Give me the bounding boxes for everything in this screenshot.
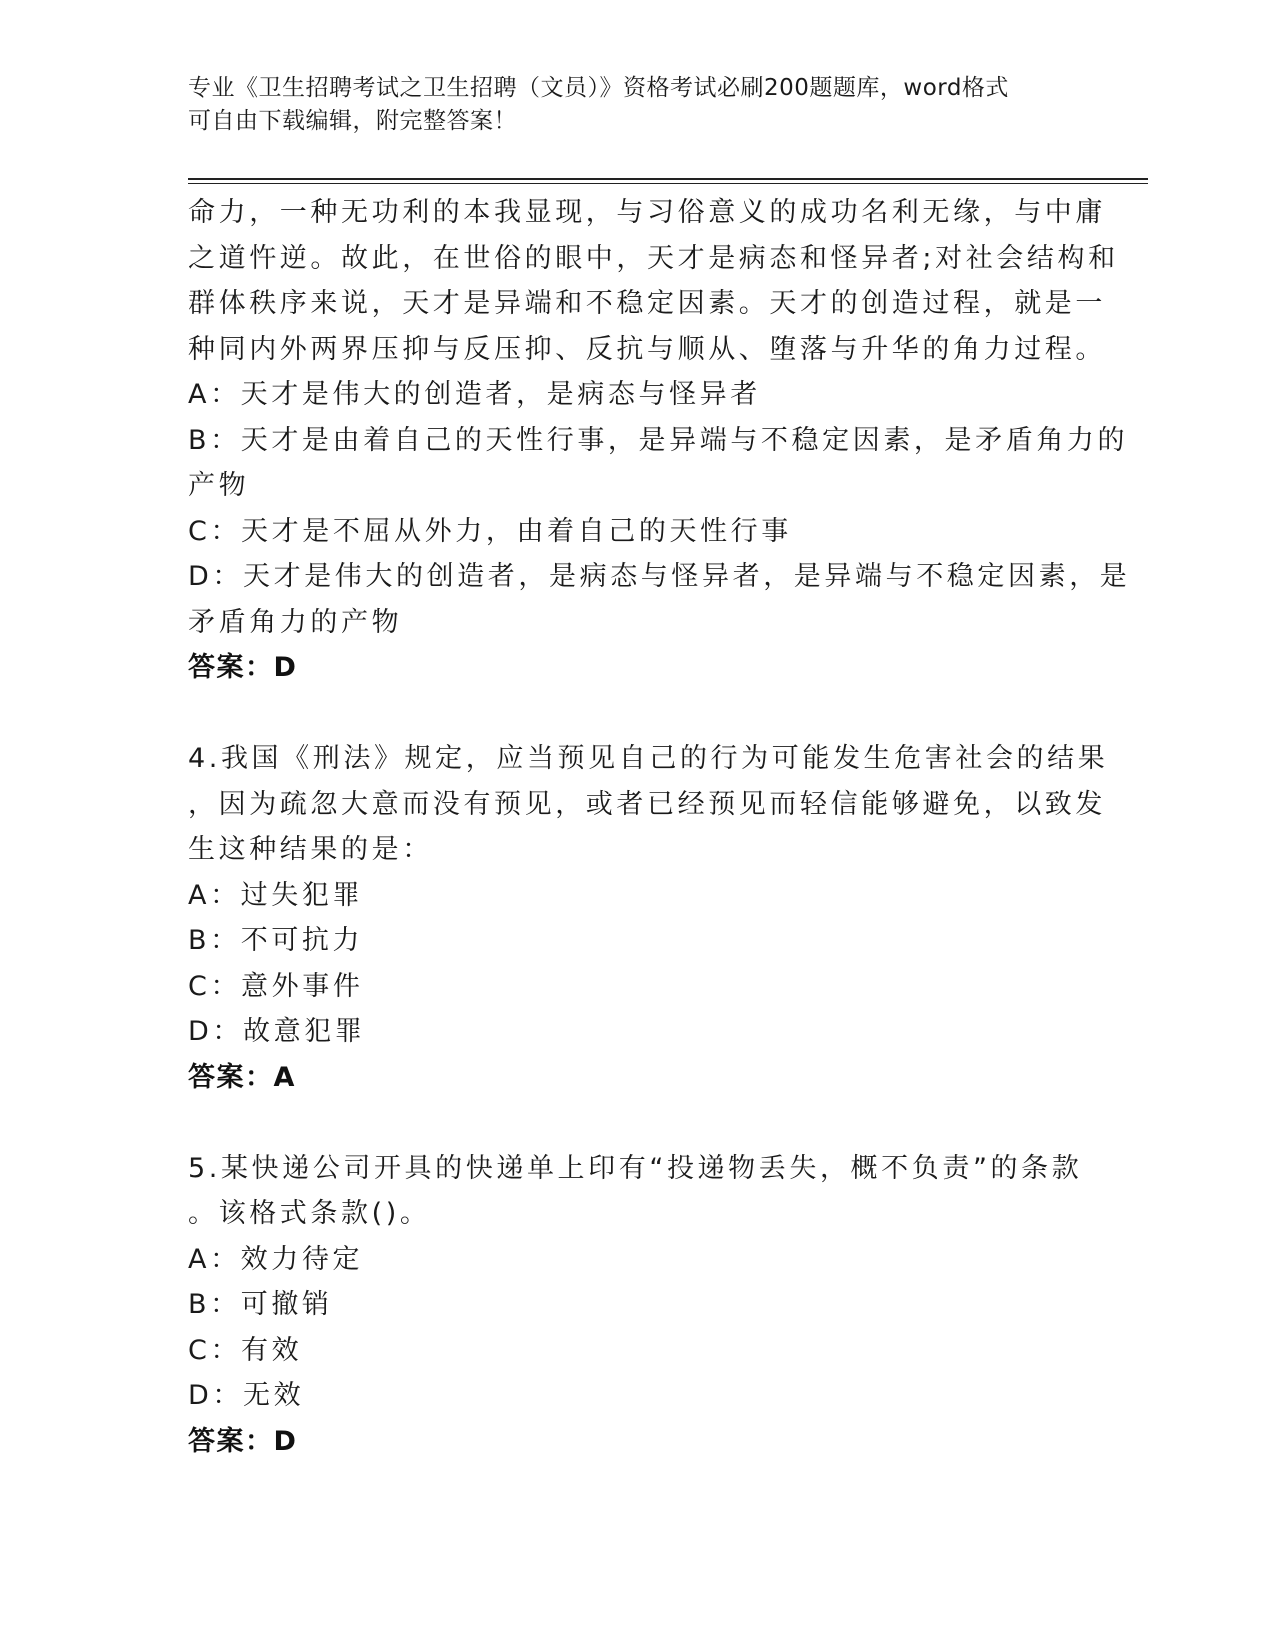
question-4-option-b: B：不可抗力: [188, 925, 364, 956]
question-4-option-d: D：故意犯罪: [188, 1016, 366, 1047]
document-header: [188, 72, 1088, 138]
question-4-option-c: C：意外事件: [188, 970, 364, 1002]
question-4-stem-line: 生这种结果的是：: [188, 834, 433, 865]
question-3: [188, 190, 1131, 691]
question-5-option-a: A：效力待定: [188, 1243, 364, 1275]
spacer: [188, 1100, 1088, 1146]
question-4-stem-line: 4.我国《刑法》规定，应当预见自己的行为可能发生危害社会的结果: [188, 743, 1109, 774]
question-5-stem-line: 。该格式条款()。: [188, 1198, 431, 1229]
question-5-option-d: D：无效: [188, 1380, 305, 1411]
question-3-stem-line: 种同内外两界压抑与反压抑、反抗与顺从、堕落与升华的角力过程。: [188, 333, 1106, 365]
question-4-answer: 答案：A: [188, 1061, 296, 1093]
header-divider-thick: [188, 178, 1148, 180]
header-title-line-1: 专业《卫生招聘考试之卫生招聘（文员）》资格考试必刷200题题库，word格式: [188, 75, 1009, 101]
header-divider-thin: [188, 183, 1148, 184]
question-3-option-b-continued: 产物: [188, 470, 250, 501]
spacer: [188, 691, 1088, 737]
question-5: [188, 1146, 1088, 1465]
question-3-stem-line: 之道忤逆。故此，在世俗的眼中，天才是病态和怪异者;对社会结构和: [188, 242, 1119, 274]
question-3-option-b: B：天才是由着自己的天性行事，是异端与不稳定因素，是矛盾角力的: [188, 424, 1129, 456]
question-5-option-b: B：可撤销: [188, 1289, 333, 1320]
question-5-answer: 答案：D: [188, 1425, 298, 1457]
question-4-stem-line: ，因为疏忽大意而没有预见，或者已经预见而轻信能够避免，以致发: [188, 788, 1106, 820]
question-3-answer: 答案：D: [188, 652, 298, 683]
question-5-option-c: C：有效: [188, 1334, 303, 1366]
question-3-option-d-continued: 矛盾角力的产物: [188, 606, 403, 638]
question-3-option-a: A：天才是伟大的创造者，是病态与怪异者: [188, 379, 761, 410]
question-content: [188, 190, 1131, 1464]
question-3-stem-line: 命力，一种无功利的本我显现，与习俗意义的成功名利无缘，与中庸: [188, 197, 1106, 228]
question-3-option-c: C：天才是不屈从外力，由着自己的天性行事: [188, 515, 792, 547]
question-5-stem-line: 5.某快递公司开具的快递单上印有“投递物丢失，概不负责”的条款: [188, 1152, 1083, 1184]
question-3-option-d: D：天才是伟大的创造者，是病态与怪异者，是异端与不稳定因素，是: [188, 561, 1131, 592]
header-title-line-2: 可自由下载编辑，附完整答案！: [188, 108, 517, 134]
question-4-option-a: A：过失犯罪: [188, 879, 364, 911]
question-3-stem-line: 群体秩序来说，天才是异端和不稳定因素。天才的创造过程，就是一: [188, 288, 1106, 319]
question-4: [188, 736, 1109, 1100]
